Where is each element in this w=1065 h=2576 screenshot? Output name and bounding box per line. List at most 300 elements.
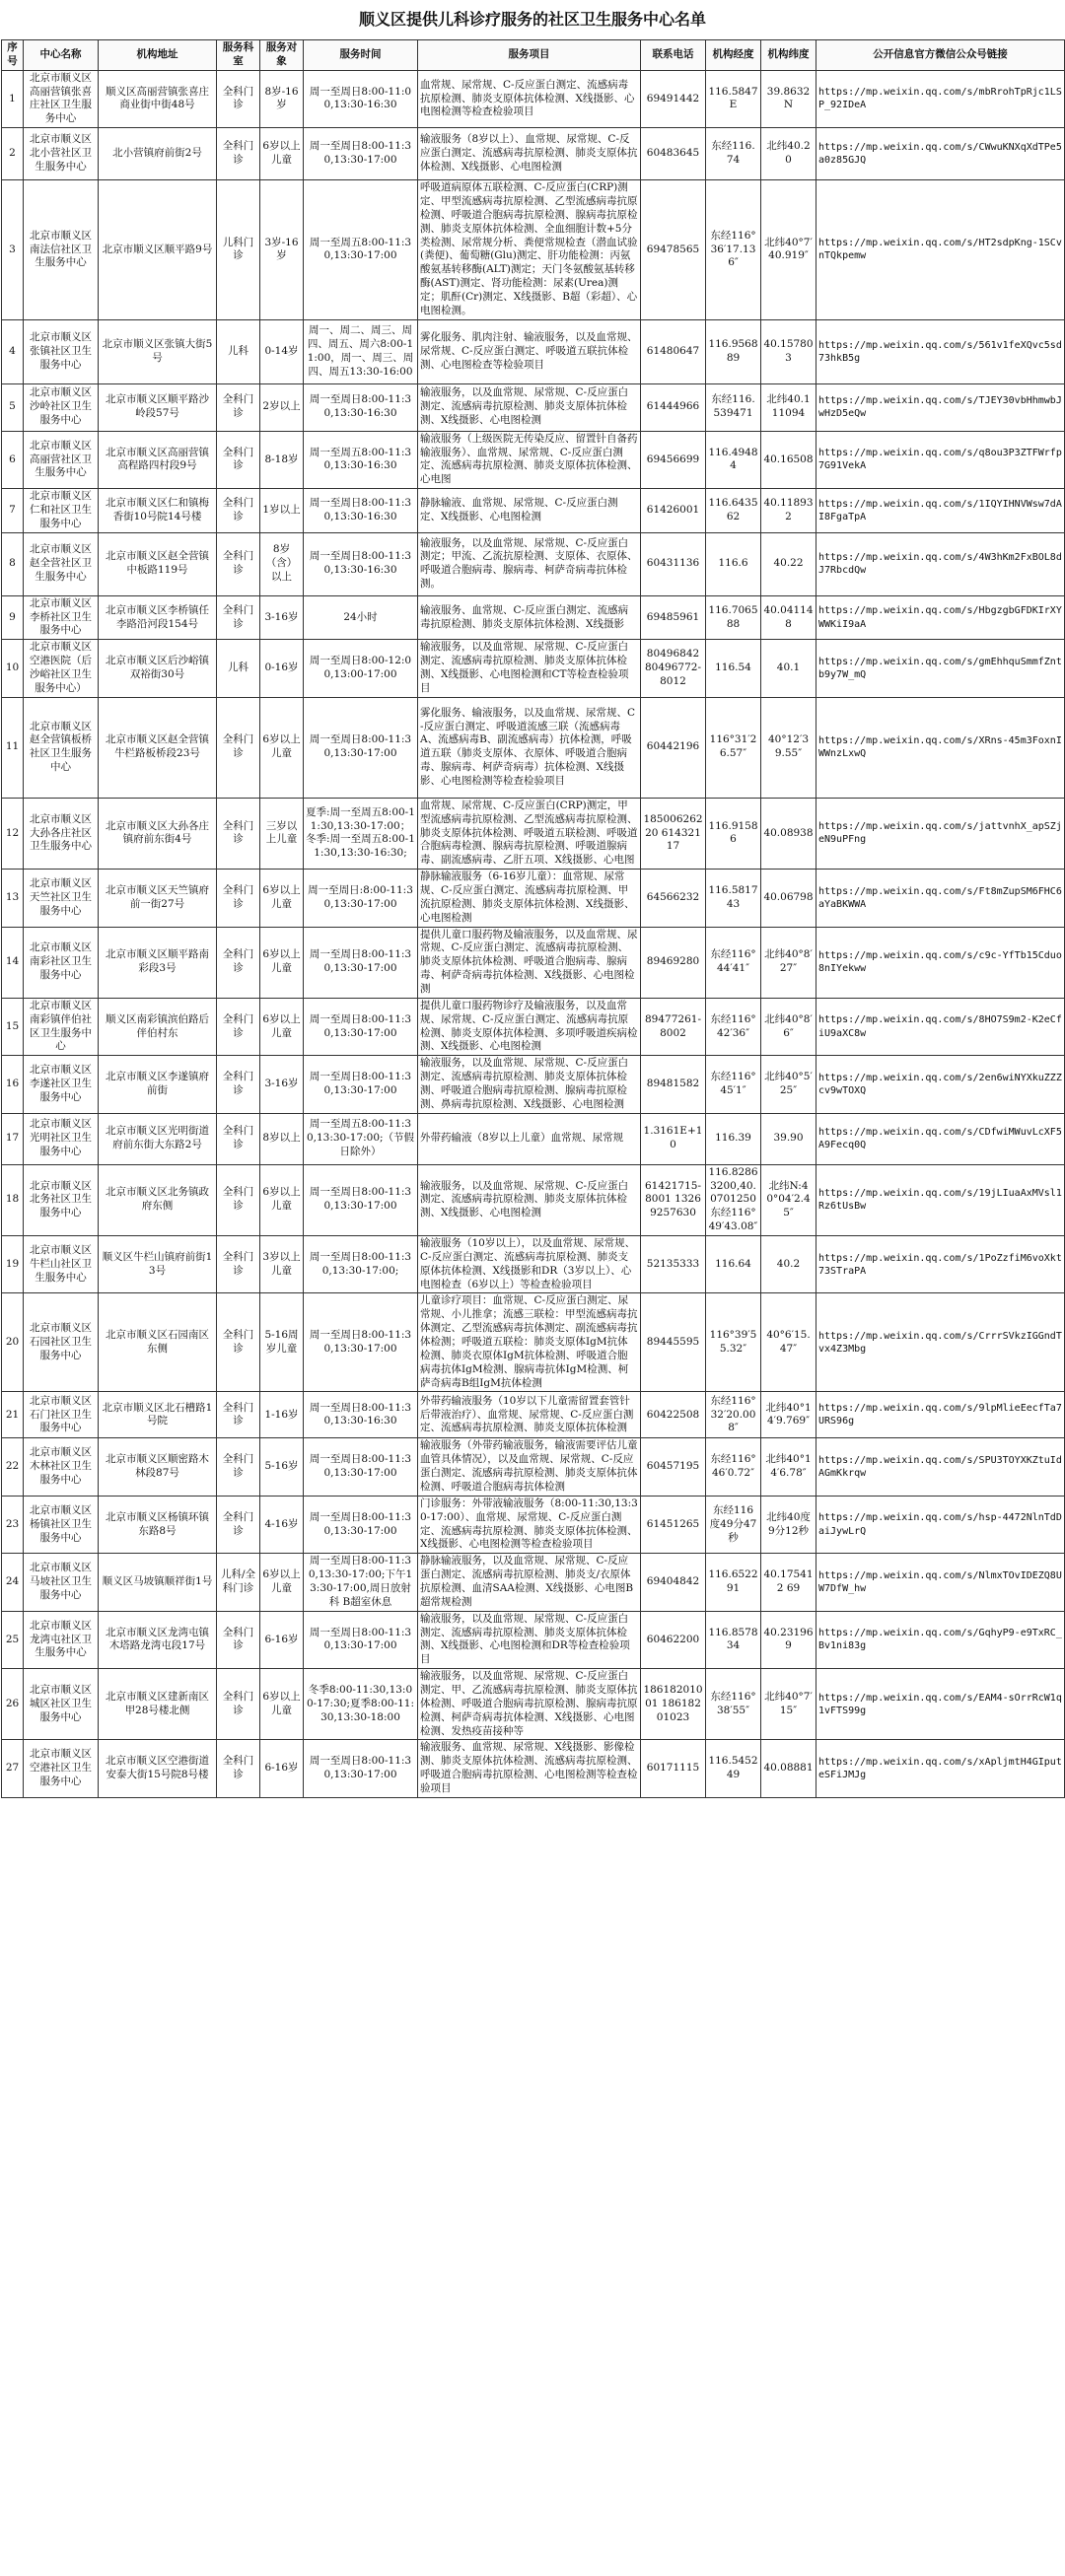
cell-longitude: 116.64	[706, 1235, 761, 1292]
cell-target: 3-16岁	[260, 595, 304, 640]
header-items: 服务项目	[418, 40, 641, 71]
cell-department: 全科门诊	[217, 532, 260, 595]
cell-tel: 89477261-8002	[641, 998, 706, 1055]
table-body	[2, 70, 1065, 1797]
cell-center-name: 北京市顺义区龙湾屯社区卫生服务中心	[24, 1611, 99, 1668]
cell-time: 周一至周日8:00-11:30,13:30-17:00	[304, 1438, 418, 1496]
cell-target: 3岁-16岁	[260, 180, 304, 320]
cell-target: 3-16岁	[260, 1056, 304, 1113]
cell-tel: 60483645	[641, 128, 706, 180]
cell-time: 周一至周日8:00-11:30,13:30-16:30	[304, 532, 418, 595]
cell-items: 输液服务（上级医院无传染反应、留置针自备药输液服务）、血常规、尿常规、C-反应蛋白测定、流感病毒抗原检测、肺炎支原体抗体检测、心电图	[418, 431, 641, 488]
cell-items: 输液服务，以及血常规、尿常规、C-反应蛋白测定、甲、乙流感病毒抗原检测、肺炎支原体抗体检测、呼吸道合胞病毒抗原检测、腺病毒抗原检测、柯萨奇病毒抗体检测、X线摄影、心电图检测、发热疫苗接种等	[418, 1669, 641, 1740]
cell-no: 27	[2, 1740, 24, 1797]
cell-time: 周一至周日8:00-11:30,13:30-16:30	[304, 489, 418, 533]
cell-items: 外带药输液服务（10岁以下儿童需留置套管针后带液治疗）、血常规、尿常规、C-反应蛋白测定、流感病毒抗原检测、肺炎支原体抗体检测	[418, 1392, 641, 1438]
cell-time: 周一至周日8:00-11:30,13:30-17:00	[304, 927, 418, 998]
cell-latitude: 40.06798	[761, 870, 816, 927]
cell-target: 4-16岁	[260, 1496, 304, 1553]
table-row	[2, 595, 1065, 640]
cell-tel: 18618201001 18618201023	[641, 1669, 706, 1740]
cell-link[interactable]: https://mp.weixin.qq.com/s/HbgzgbGFDKIrXYWWKiI9aA	[816, 595, 1065, 640]
cell-department: 儿科	[217, 319, 260, 383]
cell-longitude: 116.956889	[706, 319, 761, 383]
cell-department: 儿科	[217, 640, 260, 697]
cell-no: 14	[2, 927, 24, 998]
cell-link[interactable]: https://mp.weixin.qq.com/s/19jLIuaAxMVsl1Rz6tUsBw	[816, 1164, 1065, 1235]
cell-no: 6	[2, 431, 24, 488]
cell-link[interactable]: https://mp.weixin.qq.com/s/xApljmtH4GIputeSFiJMJg	[816, 1740, 1065, 1797]
cell-time: 24小时	[304, 595, 418, 640]
cell-items: 提供儿童口服药物诊疗及输液服务，以及血常规、尿常规、C-反应蛋白测定、流感病毒抗原检测、肺炎支原体抗体检测、多项呼吸道疾病检测、X线摄影、心电图检测	[418, 998, 641, 1055]
cell-link[interactable]: https://mp.weixin.qq.com/s/CWwuKNXqXdTPe5a0z85GJQ	[816, 128, 1065, 180]
cell-tel: 69456699	[641, 431, 706, 488]
table-row	[2, 1392, 1065, 1438]
cell-time: 周一至周日8:00-11:30,13:30-17:00	[304, 1164, 418, 1235]
cell-department: 全科门诊	[217, 1669, 260, 1740]
header-target: 服务对象	[260, 40, 304, 71]
cell-address: 北京市顺义区顺平路沙岭段57号	[99, 383, 217, 431]
cell-address: 北京市顺义区建新南区甲28号楼北侧	[99, 1669, 217, 1740]
cell-no: 11	[2, 697, 24, 798]
cell-time: 周一至周日8:00-11:30,13:30-16:30	[304, 383, 418, 431]
cell-target: 6岁以上儿童	[260, 697, 304, 798]
header-link: 公开信息官方微信公众号链接	[816, 40, 1065, 71]
cell-longitude: 东经116°44′41″	[706, 927, 761, 998]
cell-latitude: 40.2	[761, 1235, 816, 1292]
cell-longitude: 东经116°38′55″	[706, 1669, 761, 1740]
table-row	[2, 489, 1065, 533]
cell-department: 全科门诊	[217, 998, 260, 1055]
cell-latitude: 北纬40°14′6.78″	[761, 1438, 816, 1496]
cell-latitude: 40.118932	[761, 489, 816, 533]
cell-target: 1-16岁	[260, 1392, 304, 1438]
page-title: 顺义区提供儿科诊疗服务的社区卫生服务中心名单	[358, 10, 706, 29]
cell-longitude: 东经116.539471	[706, 383, 761, 431]
cell-target: 0-16岁	[260, 640, 304, 697]
header-time: 服务时间	[304, 40, 418, 71]
cell-no: 9	[2, 595, 24, 640]
cell-tel: 69478565	[641, 180, 706, 320]
cell-target: 三岁以上儿童	[260, 798, 304, 869]
cell-tel: 61480647	[641, 319, 706, 383]
cell-tel: 18500626220 61432117	[641, 798, 706, 869]
table-row	[2, 870, 1065, 927]
cell-address: 北京市顺义区大孙各庄镇府前东街4号	[99, 798, 217, 869]
cell-no: 20	[2, 1293, 24, 1392]
cell-target: 6岁以上儿童	[260, 1669, 304, 1740]
cell-department: 全科门诊	[217, 798, 260, 869]
cell-time: 周一至周日8:00-12:00,13:00-17:00	[304, 640, 418, 697]
cell-longitude: 116.54	[706, 640, 761, 697]
cell-longitude: 116.91586	[706, 798, 761, 869]
header-name: 中心名称	[24, 40, 99, 71]
cell-latitude: 北纬40°7′40.919″	[761, 180, 816, 320]
cell-link[interactable]: https://mp.weixin.qq.com/s/2en6wiNYXkuZZZcv9wTOXQ	[816, 1056, 1065, 1113]
cell-tel: 61444966	[641, 383, 706, 431]
cell-time: 周一至周日8:00-11:30,13:30-17:00;	[304, 1235, 418, 1292]
cell-longitude: 116.706588	[706, 595, 761, 640]
cell-longitude: 116.643562	[706, 489, 761, 533]
cell-longitude: 东经116度49分47秒	[706, 1496, 761, 1553]
cell-center-name: 北京市顺义区高丽营社区卫生服务中心	[24, 431, 99, 488]
cell-address: 北京市顺义区石园南区东侧	[99, 1293, 217, 1392]
cell-no: 7	[2, 489, 24, 533]
table-row	[2, 70, 1065, 127]
table-row	[2, 1611, 1065, 1668]
cell-items: 输液服务，以及血常规、尿常规、C-反应蛋白测定、流感病毒抗原检测、肺炎支原体抗体检测、X线摄影、心电图检测	[418, 383, 641, 431]
cell-link[interactable]: https://mp.weixin.qq.com/s/EAM4-sOrrRcW1q1vFTS99g	[816, 1669, 1065, 1740]
cell-link[interactable]: https://mp.weixin.qq.com/s/1PoZzfiM6voXkt73STraPA	[816, 1235, 1065, 1292]
table-row	[2, 1554, 1065, 1611]
cell-no: 5	[2, 383, 24, 431]
cell-address: 顺义区高丽营镇张喜庄商业街中街48号	[99, 70, 217, 127]
cell-time: 周一、周二、周三、周四、周五、周六8:00-11:00，周一、周三、周四、周五13:30-16:00	[304, 319, 418, 383]
cell-center-name: 北京市顺义区木林社区卫生服务中心	[24, 1438, 99, 1496]
table-row	[2, 640, 1065, 697]
cell-no: 25	[2, 1611, 24, 1668]
table-row	[2, 532, 1065, 595]
cell-address: 北京市顺义区顺密路木林段87号	[99, 1438, 217, 1496]
cell-no: 12	[2, 798, 24, 869]
cell-longitude: 东经116°46′0.72″	[706, 1438, 761, 1496]
cell-tel: 89445595	[641, 1293, 706, 1392]
cell-department: 儿科/全科门诊	[217, 1554, 260, 1611]
cell-items: 血常规、尿常规、C-反应蛋白测定、流感病毒抗原检测、肺炎支原体抗体检测、X线摄影、心电图检测等检查检验项目	[418, 70, 641, 127]
cell-tel: 61421715-8001 13269257630	[641, 1164, 706, 1235]
table-row	[2, 1113, 1065, 1164]
cell-link[interactable]: https://mp.weixin.qq.com/s/HT2sdpKng-1SCvnTQkpemw	[816, 180, 1065, 320]
cell-center-name: 北京市顺义区北务社区卫生服务中心	[24, 1164, 99, 1235]
cell-center-name: 北京市顺义区光明社区卫生服务中心	[24, 1113, 99, 1164]
cell-latitude: 40.08938	[761, 798, 816, 869]
cell-time: 周一至周日8:00-11:30,13:30-17:00	[304, 697, 418, 798]
cell-center-name: 北京市顺义区张镇社区卫生服务中心	[24, 319, 99, 383]
cell-address: 北京市顺义区龙湾屯镇木塔路龙湾屯段17号	[99, 1611, 217, 1668]
cell-longitude: 116.6	[706, 532, 761, 595]
cell-tel: 60171115	[641, 1740, 706, 1797]
cell-target: 6岁以上儿童	[260, 1554, 304, 1611]
cell-tel: 89469280	[641, 927, 706, 998]
cell-target: 6-16岁	[260, 1611, 304, 1668]
cell-latitude: 40.22	[761, 532, 816, 595]
cell-department: 全科门诊	[217, 1056, 260, 1113]
cell-target: 6岁以上儿童	[260, 128, 304, 180]
cell-no: 21	[2, 1392, 24, 1438]
cell-target: 3岁以上儿童	[260, 1235, 304, 1292]
cell-longitude: 116°39′55.32″	[706, 1293, 761, 1392]
cell-link[interactable]: https://mp.weixin.qq.com/s/9lpMlieEecfTa7URS96g	[816, 1392, 1065, 1438]
cell-target: 5-16岁	[260, 1438, 304, 1496]
cell-address: 北京市顺义区北务镇政府东侧	[99, 1164, 217, 1235]
table-row	[2, 180, 1065, 320]
cell-tel: 61426001	[641, 489, 706, 533]
cell-items: 提供儿童口服药物及输液服务，以及血常规、尿常规、C-反应蛋白测定、流感病毒抗原检测、肺炎支原体抗体检测、呼吸道合胞病毒、腺病毒、柯萨奇病毒抗体检测、X线摄影、心电图检测	[418, 927, 641, 998]
cell-address: 北京市顺义区李桥镇任李路沿河段154号	[99, 595, 217, 640]
cell-target: 6岁以上儿童	[260, 998, 304, 1055]
cell-items: 呼吸道病原体五联检测、C-反应蛋白(CRP)测定、甲型流感病毒抗原检测、乙型流感病毒抗原检测、呼吸道合胞病毒抗原检测、腺病毒抗原检测、肺炎支原体抗体检测、全血细胞计数+5分类检测、尿常规分析、粪便常规检查（潜血试验(粪便)、葡萄糖(Glu)测定、肝功能检测：丙氨酸氨基转移酶(ALT)测定；天门冬氨酸氨基转移酶(AST)测定、肾功能检测：尿素(Urea)测定；肌酐(Cr)测定、X线摄影、B超（彩超）、心电图检测。	[418, 180, 641, 320]
cell-latitude: 北纬40.111094	[761, 383, 816, 431]
table-row	[2, 1496, 1065, 1553]
header-tel: 联系电话	[641, 40, 706, 71]
cell-tel: 69485961	[641, 595, 706, 640]
cell-items: 输液服务，以及血常规、尿常规、C-反应蛋白测定、流感病毒抗原检测、肺炎支原体抗体检测、呼吸道合胞病毒抗原检测、腺病毒抗原检测、鼻病毒抗原检测、X线摄影、心电图检测	[418, 1056, 641, 1113]
cell-tel: 80496842 80496772-8012	[641, 640, 706, 697]
cell-target: 6岁以上儿童	[260, 927, 304, 998]
cell-department: 全科门诊	[217, 1293, 260, 1392]
cell-items: 输液服务（外带药输液服务，输液需要评估儿童血管具体情况），以及血常规、尿常规、C-反应蛋白测定、流感病毒抗原检测、肺炎支原体抗体检测、呼吸道合胞病毒抗体检测	[418, 1438, 641, 1496]
header-no: 序号	[2, 40, 24, 71]
cell-department: 全科门诊	[217, 383, 260, 431]
cell-link[interactable]: https://mp.weixin.qq.com/s/561v1feXQvc5sd73hkB5g	[816, 319, 1065, 383]
cell-center-name: 北京市顺义区李遂社区卫生服务中心	[24, 1056, 99, 1113]
cell-center-name: 北京市顺义区城区社区卫生服务中心	[24, 1669, 99, 1740]
cell-address: 北京市顺义区空港街道安泰大街15号院8号楼	[99, 1740, 217, 1797]
header-department: 服务科室	[217, 40, 260, 71]
cell-tel: 61451265	[641, 1496, 706, 1553]
cell-longitude: 东经116°32′20.008″	[706, 1392, 761, 1438]
cell-latitude: 40°6′15.47″	[761, 1293, 816, 1392]
table-row	[2, 1740, 1065, 1797]
cell-items: 雾化服务、输液服务，以及血常规、尿常规、C-反应蛋白测定、呼吸道流感三联（流感病毒A、流感病毒B、副流感病毒）抗体检测，呼吸道五联（肺炎支原体、衣原体、呼吸道合胞病毒、腺病毒、柯萨奇病毒）抗体检测、X线摄影、心电图检测等检查检验项目	[418, 697, 641, 798]
cell-items: 输液服务（10岁以上），以及血常规、尿常规、C-反应蛋白测定、流感病毒抗原检测、肺炎支原体抗体检测、X线摄影和DR（3岁以上）、心电图检查（6岁以上）等检查检验项目	[418, 1235, 641, 1292]
cell-department: 全科门诊	[217, 697, 260, 798]
cell-items: 输液服务、血常规、C-反应蛋白测定、流感病毒抗原检测、肺炎支原体抗体检测、X线摄影	[418, 595, 641, 640]
cell-center-name: 北京市顺义区大孙各庄社区卫生服务中心	[24, 798, 99, 869]
cell-target: 0-14岁	[260, 319, 304, 383]
cell-items: 静脉输液服务，以及血常规、尿常规、C-反应蛋白测定、流感病毒抗原检测、肺炎支/衣原体抗原检测、血清SAA检测、X线摄影、心电图B超常规检测	[418, 1554, 641, 1611]
cell-address: 北京市顺义区赵全营镇中板路119号	[99, 532, 217, 595]
cell-longitude: 116°31′26.57″	[706, 697, 761, 798]
cell-department: 全科门诊	[217, 1164, 260, 1235]
cell-target: 8岁-16岁	[260, 70, 304, 127]
cell-department: 全科门诊	[217, 1113, 260, 1164]
cell-latitude: 40.231969	[761, 1611, 816, 1668]
cell-target: 8岁以上	[260, 1113, 304, 1164]
cell-no: 22	[2, 1438, 24, 1496]
cell-latitude: 北纬40°5′25″	[761, 1056, 816, 1113]
table-header-row	[2, 40, 1065, 71]
header-latitude: 机构纬度	[761, 40, 816, 71]
cell-latitude: 北纬40度9分12秒	[761, 1496, 816, 1553]
cell-time: 周一至周日8:00-11:30,13:30-17:00	[304, 998, 418, 1055]
cell-department: 全科门诊	[217, 927, 260, 998]
cell-department: 全科门诊	[217, 1496, 260, 1553]
cell-tel: 60462200	[641, 1611, 706, 1668]
cell-latitude: 40.157803	[761, 319, 816, 383]
cell-time: 周一至周五8:00-11:30,13:30-17:00;（节假日除外）	[304, 1113, 418, 1164]
cell-center-name: 北京市顺义区马坡社区卫生服务中心	[24, 1554, 99, 1611]
cell-link[interactable]: https://mp.weixin.qq.com/s/CrrrSVkzIGGndTvx4Z3Mbg	[816, 1293, 1065, 1392]
cell-center-name: 北京市顺义区石园社区卫生服务中心	[24, 1293, 99, 1392]
cell-link[interactable]: https://mp.weixin.qq.com/s/8HO7S9m2-K2eCfiU9aXC8w	[816, 998, 1065, 1055]
table-row	[2, 1235, 1065, 1292]
cell-tel: 64566232	[641, 870, 706, 927]
cell-latitude: 北纬40°14′9.769″	[761, 1392, 816, 1438]
cell-center-name: 北京市顺义区石门社区卫生服务中心	[24, 1392, 99, 1438]
table-row	[2, 798, 1065, 869]
cell-latitude: 39.8632N	[761, 70, 816, 127]
cell-time: 周一至周日8:00-11:30,13:30-17:00	[304, 1496, 418, 1553]
cell-no: 26	[2, 1669, 24, 1740]
cell-time: 冬季8:00-11:30,13:00-17:30;夏季8:00-11:30,13:30-18:00	[304, 1669, 418, 1740]
cell-tel: 69404842	[641, 1554, 706, 1611]
cell-items: 静脉输液、血常规、尿常规、C-反应蛋白测定、X线摄影、心电图检测	[418, 489, 641, 533]
cell-link[interactable]: https://mp.weixin.qq.com/s/gmEhhquSmmfZntb9y7W_mQ	[816, 640, 1065, 697]
cell-department: 儿科门诊	[217, 180, 260, 320]
cell-address: 北京市顺义区后沙峪镇双裕街30号	[99, 640, 217, 697]
cell-latitude: 北纬40°8′27″	[761, 927, 816, 998]
cell-items: 输液服务（8岁以上）、血常规、尿常规、C-反应蛋白测定、流感病毒抗原检测、肺炎支原体抗体检测、X线摄影、心电图检测	[418, 128, 641, 180]
cell-target: 2岁以上	[260, 383, 304, 431]
cell-target: 1岁以上	[260, 489, 304, 533]
cell-department: 全科门诊	[217, 431, 260, 488]
cell-address: 北京市顺义区赵全营镇牛栏路板桥段23号	[99, 697, 217, 798]
cell-latitude: 40°12′39.55″	[761, 697, 816, 798]
cell-department: 全科门诊	[217, 870, 260, 927]
cell-department: 全科门诊	[217, 1235, 260, 1292]
cell-longitude: 东经116.74	[706, 128, 761, 180]
header-address: 机构地址	[99, 40, 217, 71]
cell-time: 周一至周日8:00-11:00,13:30-16:30	[304, 70, 418, 127]
cell-link[interactable]: https://mp.weixin.qq.com/s/q8ou3P3ZTFWrfp7G91VekA	[816, 431, 1065, 488]
cell-address: 北京市顺义区高丽营镇高程路四村段9号	[99, 431, 217, 488]
cell-time: 周一至周五8:00-11:30,13:30-16:30	[304, 431, 418, 488]
cell-no: 1	[2, 70, 24, 127]
cell-longitude: 116.857834	[706, 1611, 761, 1668]
cell-time: 周一至周日8:00-11:30,13:30-17:00	[304, 1056, 418, 1113]
cell-link[interactable]: https://mp.weixin.qq.com/s/hsp-4472NlnTdDaiJywLrQ	[816, 1496, 1065, 1553]
cell-latitude: 北纬40.20	[761, 128, 816, 180]
cell-link[interactable]: https://mp.weixin.qq.com/s/c9c-YfTb15Cduo8nIYekww	[816, 927, 1065, 998]
cell-link[interactable]: https://mp.weixin.qq.com/s/mbRrohTpRjc1LSP_92IDeA	[816, 70, 1065, 127]
cell-link[interactable]: https://mp.weixin.qq.com/s/XRns-45m3FoxnIWWnzLxwQ	[816, 697, 1065, 798]
cell-time: 周一至周日:8:00-11:30,13:30-17:00	[304, 870, 418, 927]
cell-target: 8岁（含）以上	[260, 532, 304, 595]
cell-longitude: 116.5847E	[706, 70, 761, 127]
cell-tel: 60442196	[641, 697, 706, 798]
cell-longitude: 东经116°42′36″	[706, 998, 761, 1055]
cell-link[interactable]: https://mp.weixin.qq.com/s/TJEY30vbHhmwbJwHzD5eQw	[816, 383, 1065, 431]
cell-longitude: 116.49484	[706, 431, 761, 488]
cell-latitude: 39.90	[761, 1113, 816, 1164]
cell-address: 北京市顺义区顺平路南彩段3号	[99, 927, 217, 998]
table-row	[2, 1438, 1065, 1496]
cell-link[interactable]: https://mp.weixin.qq.com/s/Ft8mZupSM6FHC6aYaBKWWA	[816, 870, 1065, 927]
table-row	[2, 1669, 1065, 1740]
table-row	[2, 927, 1065, 998]
cell-no: 15	[2, 998, 24, 1055]
cell-link[interactable]: https://mp.weixin.qq.com/s/jattvnhX_apSZjeN9uPFng	[816, 798, 1065, 869]
cell-tel: 60422508	[641, 1392, 706, 1438]
cell-center-name: 北京市顺义区沙岭社区卫生服务中心	[24, 383, 99, 431]
cell-tel: 52135333	[641, 1235, 706, 1292]
cell-target: 6岁以上儿童	[260, 870, 304, 927]
cell-longitude: 116.652291	[706, 1554, 761, 1611]
cell-no: 2	[2, 128, 24, 180]
cell-address: 北京市顺义区天竺镇府前一街27号	[99, 870, 217, 927]
cell-address: 北京市顺义区顺平路9号	[99, 180, 217, 320]
cell-address: 北京市顺义区李遂镇府前街	[99, 1056, 217, 1113]
cell-address: 顺义区牛栏山镇府前街13号	[99, 1235, 217, 1292]
cell-tel: 1.3161E+10	[641, 1113, 706, 1164]
cell-address: 北京市顺义区仁和镇梅香街10号院14号楼	[99, 489, 217, 533]
cell-department: 全科门诊	[217, 1392, 260, 1438]
cell-address: 北小营镇府前街2号	[99, 128, 217, 180]
cell-items: 儿童诊疗项目：血常规、C-反应蛋白测定、尿常规、小儿推拿；流感三联检：甲型流感病毒抗体测定、乙型流感病毒抗体测定、副流感病毒抗体检测；呼吸道五联检：肺炎支原体IgM抗体检测、肺炎衣原体IgM抗体检测、呼吸道合胞病毒抗体IgM检测、腺病毒抗体IgM检测、柯萨奇病毒B组IgM抗体检测	[418, 1293, 641, 1392]
cell-link[interactable]: https://mp.weixin.qq.com/s/NlmxTOvIDEZQ8UW7DfW_hw	[816, 1554, 1065, 1611]
cell-time: 周一至周五8:00-11:30,13:30-17:00	[304, 180, 418, 320]
cell-center-name: 北京市顺义区南法信社区卫生服务中心	[24, 180, 99, 320]
cell-no: 19	[2, 1235, 24, 1292]
cell-address: 顺义区马坡镇顺祥街1号	[99, 1554, 217, 1611]
cell-items: 血常规、尿常规、C-反应蛋白(CRP)测定，甲型流感病毒抗原检测、乙型流感病毒抗原检测、肺炎支原体抗体检测、呼吸道五联检测、呼吸道合胞病毒检测、腺病毒抗原检测、呼吸道腺病毒、副流感病毒、乙肝五项、X线摄影、心电图	[418, 798, 641, 869]
cell-center-name: 北京市顺义区赵全营社区卫生服务中心	[24, 532, 99, 595]
table-row	[2, 1293, 1065, 1392]
cell-no: 8	[2, 532, 24, 595]
cell-no: 13	[2, 870, 24, 927]
cell-time: 周一至周日8:00-11:30,13:30-16:30	[304, 1392, 418, 1438]
cell-longitude: 116.581743	[706, 870, 761, 927]
cell-no: 16	[2, 1056, 24, 1113]
cell-target: 6岁以上儿童	[260, 1164, 304, 1235]
cell-link[interactable]: https://mp.weixin.qq.com/s/4W3hKm2FxBOL8dJ7RbcdQw	[816, 532, 1065, 595]
cell-latitude: 40.041148	[761, 595, 816, 640]
cell-items: 门诊服务：外带液输液服务（8:00-11:30,13:30-17:00）、血常规、尿常规、C-反应蛋白测定、流感病毒抗原检测、肺炎支原体抗体检测、X线摄影、心电图检测等检查检验项目	[418, 1496, 641, 1553]
cell-link[interactable]: https://mp.weixin.qq.com/s/GqhyP9-e9TxRC_Bv1ni83g	[816, 1611, 1065, 1668]
cell-longitude: 东经116°45′1″	[706, 1056, 761, 1113]
cell-department: 全科门诊	[217, 128, 260, 180]
cell-items: 输液服务，以及血常规、尿常规、C-反应蛋白测定；甲流、乙流抗原检测、支原体、衣原体、呼吸道合胞病毒、腺病毒、柯萨奇病毒抗体检测。	[418, 532, 641, 595]
cell-items: 输液服务、血常规、尿常规、X线摄影、影像检测、肺炎支原体抗体检测、流感病毒抗原检测、呼吸道合胞病毒抗原检测、心电图检测等检查检验项目	[418, 1740, 641, 1797]
cell-no: 4	[2, 319, 24, 383]
cell-link[interactable]: https://mp.weixin.qq.com/s/CDfwiMWuvLcXF5A9Fecq0Q	[816, 1113, 1065, 1164]
table-row	[2, 319, 1065, 383]
cell-link[interactable]: https://mp.weixin.qq.com/s/SPU3TOYXKZtuIdAGmKkrqw	[816, 1438, 1065, 1496]
table-row	[2, 128, 1065, 180]
cell-center-name: 北京市顺义区天竺社区卫生服务中心	[24, 870, 99, 927]
cell-time: 周一至周日8:00-11:30,13:30-17:00	[304, 128, 418, 180]
cell-center-name: 北京市顺义区牛栏山社区卫生服务中心	[24, 1235, 99, 1292]
cell-longitude: 116.82863200,40.0701250东经116°49′43.08″	[706, 1164, 761, 1235]
cell-link[interactable]: https://mp.weixin.qq.com/s/1IQYIHNVWsw7dAI8FgaTpA	[816, 489, 1065, 533]
cell-address: 北京市顺义区北石槽路1号院	[99, 1392, 217, 1438]
cell-address: 北京市顺义区杨镇环镇东路8号	[99, 1496, 217, 1553]
cell-department: 全科门诊	[217, 489, 260, 533]
cell-time: 周一至周日8:00-11:30,13:30-17:00	[304, 1293, 418, 1392]
table-row	[2, 697, 1065, 798]
cell-center-name: 北京市顺义区高丽营镇张喜庄社区卫生服务中心	[24, 70, 99, 127]
cell-target: 5-16周岁儿童	[260, 1293, 304, 1392]
cell-center-name: 北京市顺义区空港社区卫生服务中心	[24, 1740, 99, 1797]
cell-items: 输液服务，以及血常规、尿常规、C-反应蛋白测定、流感病毒抗原检测、肺炎支原体抗体检测、X线摄影、心电图检测和DR等检查检验项目	[418, 1611, 641, 1668]
cell-latitude: 40.1	[761, 640, 816, 697]
cell-tel: 69491442	[641, 70, 706, 127]
cell-no: 18	[2, 1164, 24, 1235]
cell-longitude: 116.545249	[706, 1740, 761, 1797]
cell-tel: 60457195	[641, 1438, 706, 1496]
cell-target: 8-18岁	[260, 431, 304, 488]
cell-center-name: 北京市顺义区仁和社区卫生服务中心	[24, 489, 99, 533]
cell-latitude: 40.175412 69	[761, 1554, 816, 1611]
cell-items: 雾化服务、肌肉注射、输液服务，以及血常规、尿常规、C-反应蛋白测定、呼吸道五联抗体检测、心电图检查等检验项目	[418, 319, 641, 383]
cell-items: 输液服务，以及血常规、尿常规、C-反应蛋白测定、流感病毒抗原检测、肺炎支原体抗体检测、X线摄影、心电图检测和CT等检查检验项目	[418, 640, 641, 697]
cell-address: 顺义区南彩镇滨伯路后伴伯村东	[99, 998, 217, 1055]
cell-items: 静脉输液服务（6-16岁儿童）：血常规、尿常规、C-反应蛋白测定、流感病毒抗原检测、甲流抗原检测、肺炎支原体抗体检测、X线摄影、心电图检测	[418, 870, 641, 927]
cell-department: 全科门诊	[217, 1740, 260, 1797]
cell-time: 周一至周日8:00-11:30,13:30-17:00;下午13:30-17:00,周日放射科 B超室休息	[304, 1554, 418, 1611]
center-table	[1, 39, 1065, 1798]
